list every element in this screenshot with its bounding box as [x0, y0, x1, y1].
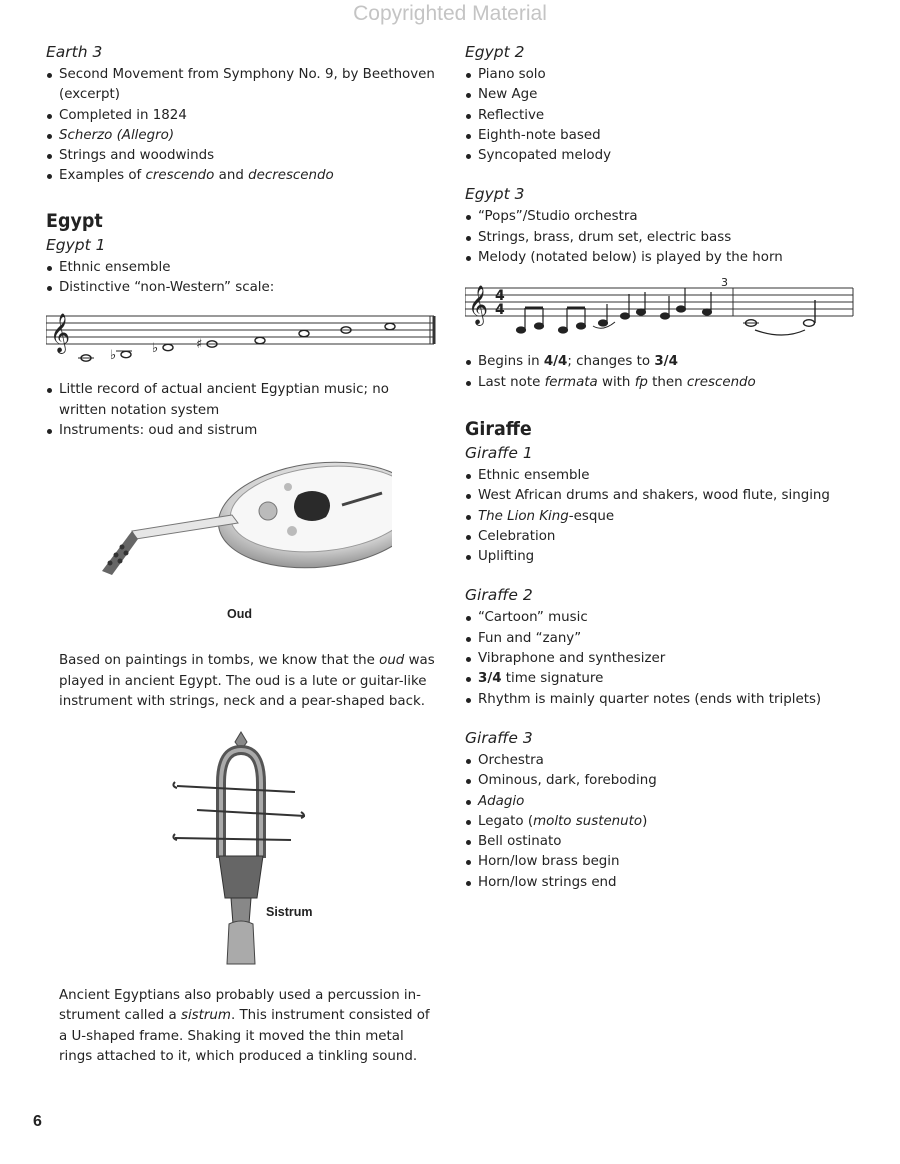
list-item: Second Movement from Symphony No. 9, by Beethoven (excerpt): [46, 65, 436, 106]
oud-paragraph: [59, 651, 436, 712]
list-item: [465, 669, 885, 689]
egypt-heading: Egypt: [46, 209, 103, 232]
giraffe2-title: Giraffe 2: [465, 586, 533, 605]
egypt1-list: [46, 258, 436, 299]
list-item: Little record of actual ancient Egyptian music; no written notation system: [46, 380, 436, 421]
list-item: New Age: [465, 85, 885, 105]
oud-illustration: [92, 453, 392, 593]
list-item: Vibraphone and synthesizer: [465, 649, 885, 669]
giraffe3-list: [465, 751, 885, 893]
egypt1-list-2: [46, 380, 436, 441]
list-item: Rhythm is mainly quarter notes (ends with triplets): [465, 690, 885, 710]
giraffe1-title: Giraffe 1: [465, 443, 533, 462]
giraffe-heading: Giraffe: [465, 417, 532, 440]
list-item: Strings and woodwinds: [46, 146, 436, 166]
svg-text:4: 4: [495, 302, 505, 319]
text: then: [647, 374, 687, 390]
text-em: Adagio: [478, 793, 525, 809]
egypt3-notes-list: [465, 352, 885, 393]
time-signature: 4/4: [543, 354, 568, 370]
text: ): [642, 813, 648, 829]
text: and: [214, 168, 249, 184]
earth3-title: Earth 3: [46, 43, 103, 61]
list-item: Orchestra: [465, 751, 885, 771]
text: Examples of: [59, 168, 146, 184]
text: was played in ancient Egypt. The oud is a lute or guitar-like instrument with strings, neck and a pear-shaped back.: [59, 653, 435, 709]
list-item: Distinctive “non-Western” scale:: [46, 278, 436, 298]
list-item: [46, 166, 436, 186]
text-em: molto sustenuto: [533, 813, 643, 829]
svg-text:3: 3: [721, 276, 728, 290]
list-item: Eighth-note based: [465, 126, 885, 146]
sistrum-paragraph: [59, 986, 436, 1067]
sistrum-illustration: [171, 728, 311, 974]
egypt3-list: [465, 207, 885, 268]
giraffe1-list: [465, 466, 885, 567]
list-item: “Cartoon” music: [465, 608, 885, 628]
egypt2-list: [465, 65, 885, 166]
list-item: Syncopated melody: [465, 146, 885, 166]
list-item: [465, 812, 885, 832]
time-signature: 3/4: [478, 671, 502, 687]
list-item: Ethnic ensemble: [465, 466, 885, 486]
oud-caption: Oud: [227, 607, 252, 622]
svg-text:𝄞: 𝄞: [468, 285, 489, 326]
text-em: decrescendo: [248, 168, 334, 184]
list-item: Completed in 1824: [46, 106, 436, 126]
list-item: Horn/low brass begin: [465, 852, 885, 872]
left-column: [46, 42, 436, 1067]
list-item: West African drums and shakers, wood flute, singing: [465, 486, 885, 506]
text: Ancient Egyptians also probably used a percussion in-strument called a: [59, 988, 421, 1024]
list-item: Ethnic ensemble: [46, 258, 436, 278]
text: -esque: [568, 508, 615, 524]
svg-text:𝄞: 𝄞: [50, 313, 71, 354]
list-item: “Pops”/Studio orchestra: [465, 207, 885, 227]
time-signature: 3/4: [654, 354, 678, 370]
list-item: [465, 352, 885, 372]
svg-text:♭: ♭: [152, 341, 159, 357]
watermark: Copyrighted Material: [353, 2, 547, 25]
right-column: [465, 42, 885, 893]
list-item: [465, 373, 885, 393]
text: ; changes to: [567, 354, 655, 370]
list-item-text: Scherzo (Allegro): [59, 127, 175, 143]
egypt3-title: Egypt 3: [465, 185, 525, 204]
egyptian-scale-staff: [46, 306, 438, 368]
list-item: Instruments: oud and sistrum: [46, 421, 436, 441]
svg-text:♯: ♯: [196, 337, 203, 353]
list-item: Ominous, dark, foreboding: [465, 771, 885, 791]
giraffe3-title: Giraffe 3: [465, 728, 533, 747]
list-item: Bell ostinato: [465, 832, 885, 852]
list-item: [46, 126, 436, 146]
svg-text:♭: ♭: [110, 348, 117, 364]
list-item: Melody (notated below) is played by the horn: [465, 248, 885, 268]
egypt1-title: Egypt 1: [46, 235, 106, 254]
list-item: [465, 792, 885, 812]
text-em: fermata: [544, 374, 598, 390]
text-em: The Lion King: [478, 508, 569, 524]
text: time signature: [501, 671, 604, 687]
text-em: crescendo: [145, 168, 215, 184]
text: Legato (: [478, 813, 534, 829]
text-em: sistrum: [180, 1008, 231, 1024]
list-item: Uplifting: [465, 547, 885, 567]
text-em: fp: [634, 374, 648, 390]
list-item: [465, 507, 885, 527]
list-item: Horn/low strings end: [465, 873, 885, 893]
text-em: oud: [379, 653, 405, 669]
list-item: Reflective: [465, 106, 885, 126]
svg-text:4: 4: [495, 288, 505, 305]
text: with: [597, 374, 635, 390]
text: Begins in: [478, 354, 544, 370]
list-item: Piano solo: [465, 65, 885, 85]
text: Last note: [478, 374, 545, 390]
text: Based on paintings in tombs, we know that the: [59, 653, 380, 669]
page-number: 6: [33, 1113, 42, 1130]
text-em: crescendo: [686, 374, 756, 390]
list-item: Strings, brass, drum set, electric bass: [465, 228, 885, 248]
sistrum-caption: Sistrum: [266, 905, 313, 920]
earth3-list: [46, 65, 436, 187]
egypt2-title: Egypt 2: [465, 43, 525, 61]
giraffe2-list: [465, 608, 885, 709]
text: . This instrument consisted of a U-shaped frame. Shaking it moved the thin metal rings attached to it, which produced a tinkling sound.: [59, 1008, 430, 1065]
list-item: Fun and “zany”: [465, 629, 885, 649]
list-item: Celebration: [465, 527, 885, 547]
horn-melody-staff: [465, 274, 857, 344]
